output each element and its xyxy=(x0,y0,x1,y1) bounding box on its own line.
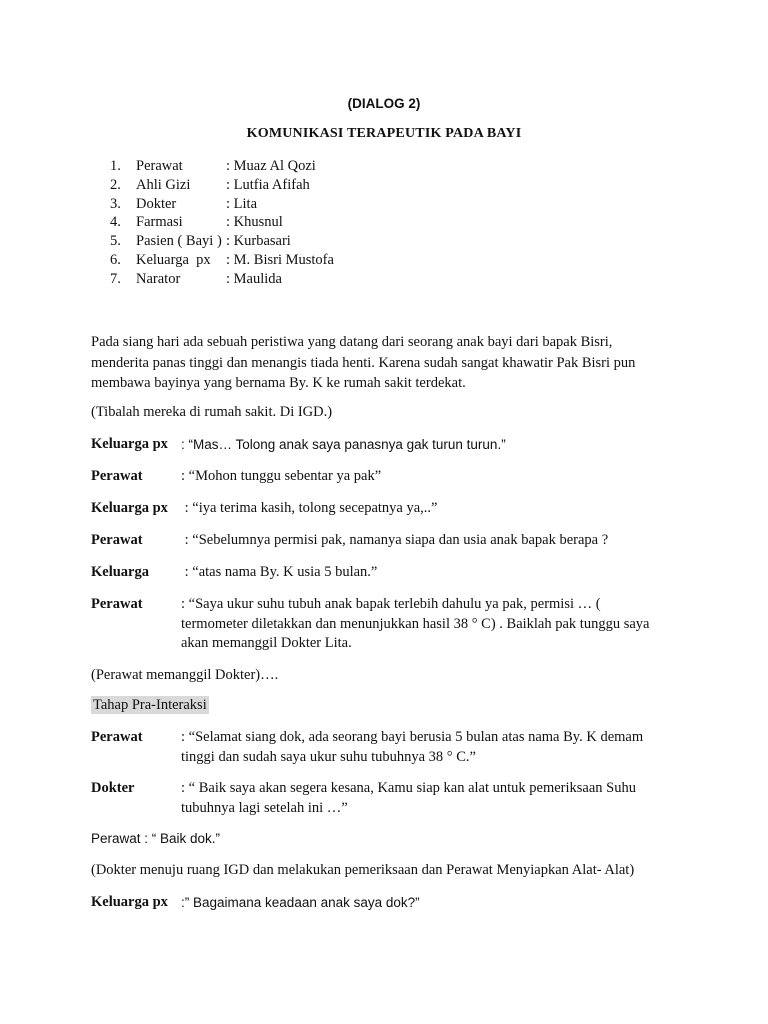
speaker-label: Perawat xyxy=(91,596,143,612)
cast-number: 3. xyxy=(110,195,121,212)
cast-item xyxy=(110,213,334,232)
cast-number: 1. xyxy=(110,158,121,174)
cast-item xyxy=(110,270,334,289)
dialog-line xyxy=(91,467,691,487)
speaker-label: Keluarga px xyxy=(91,894,168,910)
cast-list xyxy=(110,157,334,289)
cast-item xyxy=(110,251,334,270)
cast-role: Narator xyxy=(136,270,181,287)
speaker-label: Keluarga px xyxy=(91,500,168,516)
utterance: : “ Baik saya akan segera kesana, Kamu siap kan alat untuk pemeriksaan Suhu tubuhnya lagi setelah ini …” xyxy=(181,780,636,816)
dialog-line xyxy=(91,531,691,551)
cast-role: Pasien ( Bayi ) xyxy=(136,233,222,250)
cast-item xyxy=(110,157,334,176)
cast-number: 6. xyxy=(110,251,121,268)
speaker-label: Perawat xyxy=(91,532,143,548)
dialog-number: (DIALOG 2) xyxy=(347,96,421,111)
utterance: : “Sebelumnya permisi pak, namanya siapa dan usia anak bapak berapa ? xyxy=(181,532,609,548)
cast-actor: : M. Bisri Mustofa xyxy=(226,251,334,268)
cast-role: Perawat xyxy=(136,158,183,174)
speaker-label: Perawat xyxy=(91,468,143,484)
cast-role: Dokter xyxy=(136,195,177,212)
dialog-line xyxy=(91,779,691,818)
dialog-line xyxy=(91,595,691,654)
cast-number: 5. xyxy=(110,233,121,250)
dialog-line xyxy=(91,563,691,583)
cast-actor: : Maulida xyxy=(226,270,282,287)
cast-item xyxy=(110,176,334,195)
cast-actor: : Khusnul xyxy=(226,214,283,231)
utterance: : “atas nama By. K usia 5 bulan.” xyxy=(181,564,378,580)
speaker-label: Keluarga xyxy=(91,564,149,580)
speaker-label: Dokter xyxy=(91,780,135,796)
stage-direction: (Tibalah mereka di rumah sakit. Di IGD.) xyxy=(91,404,333,420)
utterance: : “Mohon tunggu sebentar ya pak” xyxy=(181,468,382,484)
speaker-label: Perawat xyxy=(91,729,143,745)
cast-item xyxy=(110,232,334,251)
dialog-line xyxy=(91,728,691,767)
cast-role: Farmasi xyxy=(136,214,183,231)
utterance: : “Mas… Tolong anak saya panasnya gak turun turun.” xyxy=(181,437,506,452)
utterance: : “Selamat siang dok, ada seorang bayi berusia 5 bulan atas nama By. K demam tinggi dan sudah saya ukur suhu tubuhnya 38 ° C.” xyxy=(181,729,644,765)
utterance: : “Saya ukur suhu tubuh anak bapak terlebih dahulu ya pak, permisi … ( termometer diletakkan dan menunjukkan hasil 38 ° C) . Baiklah pak tunggu saya akan memanggil Dokter Lita. xyxy=(181,596,650,651)
perawat-reply: Perawat : “ Baik dok.” xyxy=(91,831,221,846)
dialog-line xyxy=(91,893,691,913)
speaker-label: Keluarga px xyxy=(91,436,168,452)
cast-actor: : Lutfia Afifah xyxy=(226,176,310,193)
cast-number: 4. xyxy=(110,214,121,231)
stage-direction: (Perawat memanggil Dokter)…. xyxy=(91,667,279,683)
cast-number: 7. xyxy=(110,270,121,287)
section-label: Tahap Pra-Interaksi xyxy=(93,697,207,713)
utterance: : “iya terima kasih, tolong secepatnya ya,..” xyxy=(181,500,438,516)
cast-role: Keluarga px xyxy=(136,251,211,268)
cast-item xyxy=(110,195,334,214)
page-title: KOMUNIKASI TERAPEUTIK PADA BAYI xyxy=(246,126,522,141)
cast-actor: : Lita xyxy=(226,195,258,212)
cast-actor: : Kurbasari xyxy=(226,233,291,250)
cast-actor: : Muaz Al Qozi xyxy=(226,158,316,174)
cast-role: Ahli Gizi xyxy=(136,176,191,193)
dialog-line xyxy=(91,435,691,455)
intro-paragraph: Pada siang hari ada sebuah peristiwa yang datang dari seorang anak bayi dari bapak Bisri, menderita panas tinggi dan menangis tiada henti. Karena sudah sangat khawatir Pak Bisri pun membawa bayinya yang bernama By. K ke rumah sakit terdekat. xyxy=(91,334,636,391)
utterance: :” Bagaimana keadaan anak saya dok?” xyxy=(181,895,420,910)
stage-direction: (Dokter menuju ruang IGD dan melakukan pemeriksaan dan Perawat Menyiapkan Alat- Alat) xyxy=(91,862,635,878)
dialog-line xyxy=(91,499,691,519)
section-label-row xyxy=(91,696,671,715)
cast-number: 2. xyxy=(110,176,121,193)
